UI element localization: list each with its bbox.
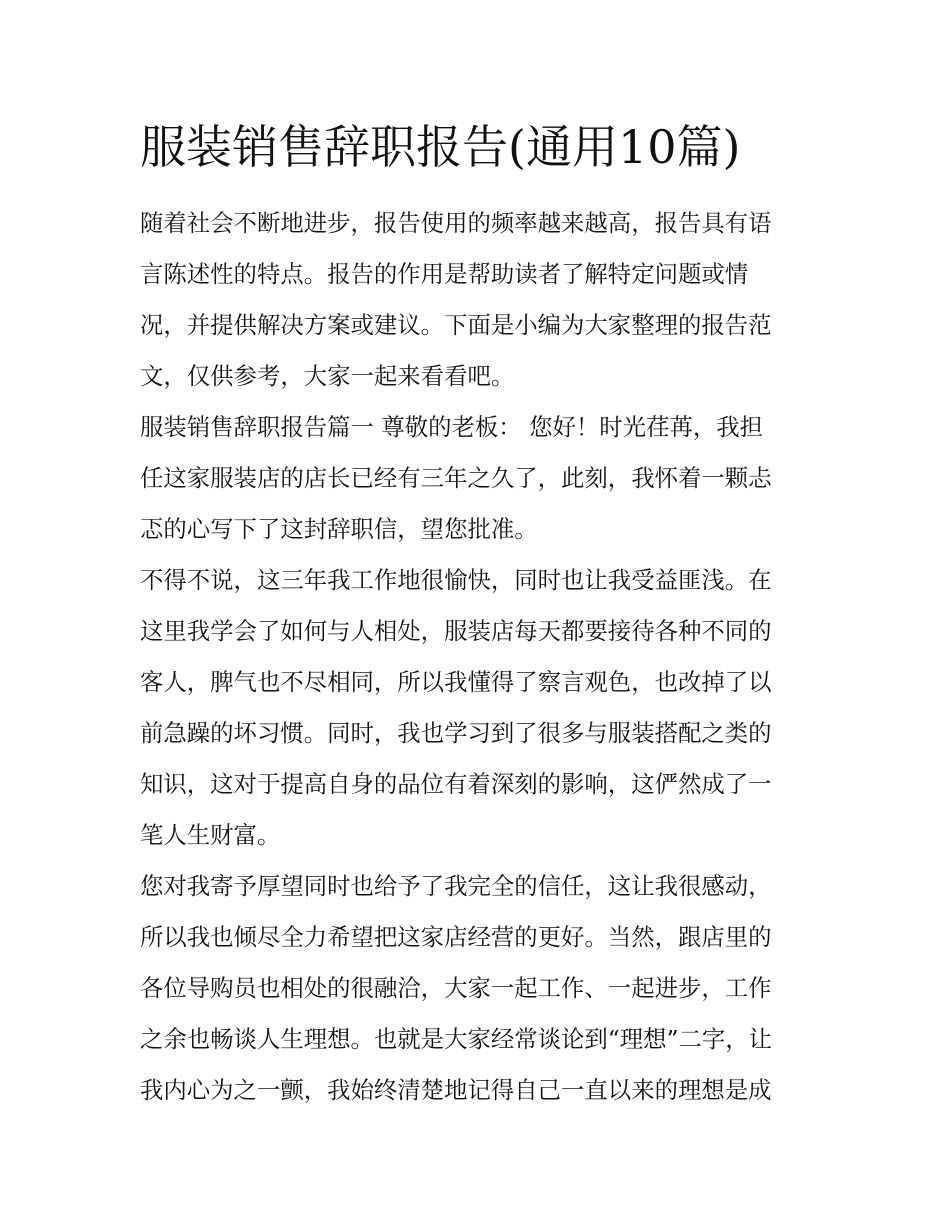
text-line: 随着社会不断地进步，报告使用的频率越来越高，报告具有语 — [140, 209, 772, 237]
text-line: 言陈述性的特点。报告的作用是帮助读者了解特定问题或情 — [140, 260, 749, 288]
text-line: 前急躁的坏习惯。同时，我也学习到了很多与服装搭配之类的 — [140, 719, 772, 747]
text-line: 之余也畅谈人生理想。也就是大家经常谈论到“理想”二字，让 — [140, 1025, 773, 1053]
text-line: 知识，这对于提高自身的品位有着深刻的影响，这俨然成了一 — [140, 770, 772, 798]
text-line: 您对我寄予厚望同时也给予了我完全的信任，这让我很感动， — [140, 872, 772, 900]
text-line: 况，并提供解决方案或建议。下面是小编为大家整理的报告范 — [140, 311, 772, 339]
text-line: 这里我学会了如何与人相处，服装店每天都要接待各种不同的 — [140, 617, 772, 645]
text-line: 文，仅供参考，大家一起来看看吧。 — [140, 362, 515, 390]
text-line: 忑的心写下了这封辞职信，望您批准。 — [140, 515, 538, 543]
text-line: 服装销售辞职报告篇一 尊敬的老板： 您好！时光荏苒，我担 — [140, 413, 764, 441]
document-title: 服装销售辞职报告(通用10篇) — [140, 120, 741, 174]
text-line: 不得不说，这三年我工作地很愉快，同时也让我受益匪浅。在 — [140, 566, 772, 594]
text-line: 我内心为之一颤，我始终清楚地记得自己一直以来的理想是成 — [140, 1076, 772, 1104]
text-line: 任这家服装店的店长已经有三年之久了，此刻，我怀着一颗忐 — [140, 464, 772, 492]
text-line: 笔人生财富。 — [140, 821, 281, 849]
text-line: 各位导购员也相处的很融洽，大家一起工作、一起进步，工作 — [140, 974, 772, 1002]
text-line: 客人，脾气也不尽相同，所以我懂得了察言观色，也改掉了以 — [140, 668, 772, 696]
text-line: 所以我也倾尽全力希望把这家店经营的更好。当然，跟店里的 — [140, 923, 772, 951]
